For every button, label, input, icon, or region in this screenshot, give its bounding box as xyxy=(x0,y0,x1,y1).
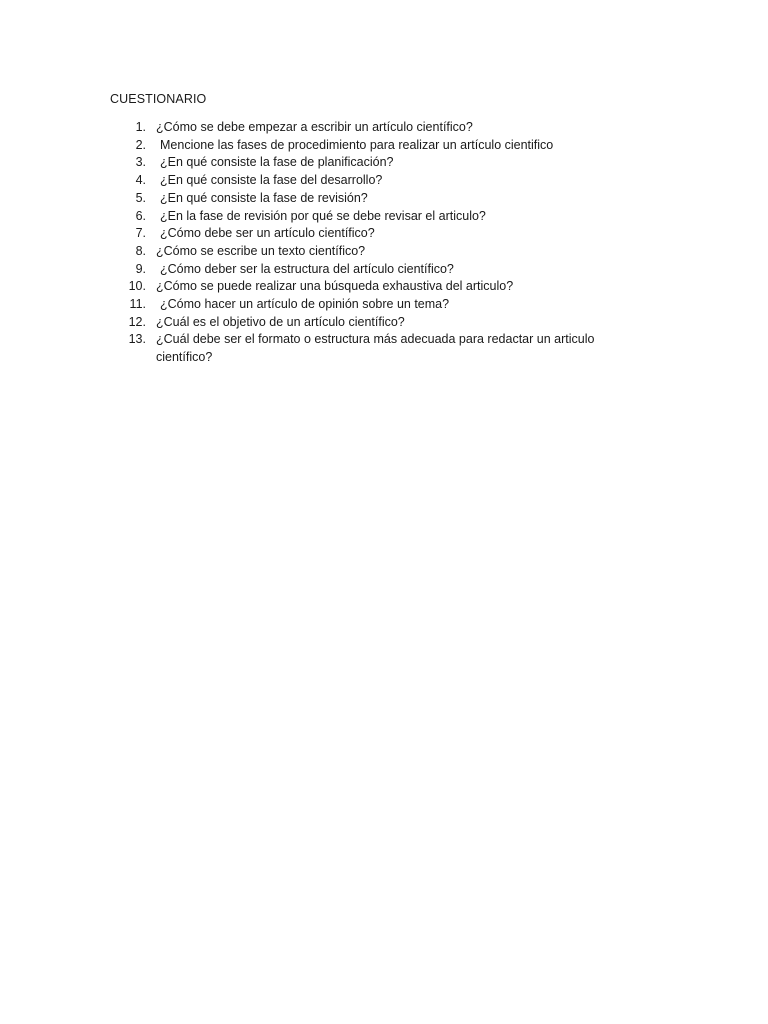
list-item-text: ¿Cómo se puede realizar una búsqueda exhaustiva del articulo? xyxy=(156,279,514,294)
list-item-text: ¿Cuál debe ser el formato o estructura más adecuada para redactar un articulo científico? xyxy=(156,332,595,365)
list-item-number: 6. xyxy=(135,208,146,223)
list-item xyxy=(110,331,650,366)
list-item-number: 1. xyxy=(135,120,146,134)
list-item-text: ¿En qué consiste la fase de planificación? xyxy=(160,155,394,170)
list-item-number: 8. xyxy=(135,243,146,258)
list-item xyxy=(110,172,650,190)
list-item xyxy=(110,314,650,332)
list-item xyxy=(110,261,650,279)
list-item-text: ¿Cómo se escribe un texto científico? xyxy=(156,243,366,258)
list-item-text: ¿En qué consiste la fase de revisión? xyxy=(160,190,368,205)
list-item-number: 13. xyxy=(128,332,146,347)
list-item-text: ¿En qué consiste la fase del desarrollo? xyxy=(160,173,383,188)
list-item xyxy=(110,208,650,226)
list-item-text: ¿En la fase de revisión por qué se debe revisar el articulo? xyxy=(160,208,486,223)
list-item-number: 5. xyxy=(135,190,146,205)
list-item-number: 11. xyxy=(129,297,146,312)
list-item-text: ¿Cómo se debe empezar a escribir un artículo científico? xyxy=(156,120,473,134)
list-item-number: 9. xyxy=(135,261,146,276)
list-item-text: ¿Cómo hacer un artículo de opinión sobre un tema? xyxy=(160,297,450,312)
list-item xyxy=(110,119,650,137)
list-item-number: 3. xyxy=(135,155,146,170)
list-item-number: 10. xyxy=(128,279,146,294)
page-title: CUESTIONARIO xyxy=(110,92,207,106)
list-item-text: ¿Cómo deber ser la estructura del artículo científico? xyxy=(160,261,454,276)
list-item-text: ¿Cómo debe ser un artículo científico? xyxy=(160,226,375,241)
list-item-text: ¿Cuál es el objetivo de un artículo científico? xyxy=(156,314,405,329)
list-item-number: 2. xyxy=(135,137,146,152)
list-item xyxy=(110,137,650,155)
list-item xyxy=(110,154,650,172)
list-item-number: 12. xyxy=(128,314,146,329)
list-item xyxy=(110,190,650,208)
question-list xyxy=(110,119,650,367)
list-item xyxy=(110,243,650,261)
list-item-number: 7. xyxy=(135,226,146,241)
list-item-text: Mencione las fases de procedimiento para realizar un artículo cientifico xyxy=(160,137,554,152)
list-item xyxy=(110,278,650,296)
list-item-number: 4. xyxy=(135,173,146,188)
list-item xyxy=(110,225,650,243)
list-item xyxy=(110,296,650,314)
